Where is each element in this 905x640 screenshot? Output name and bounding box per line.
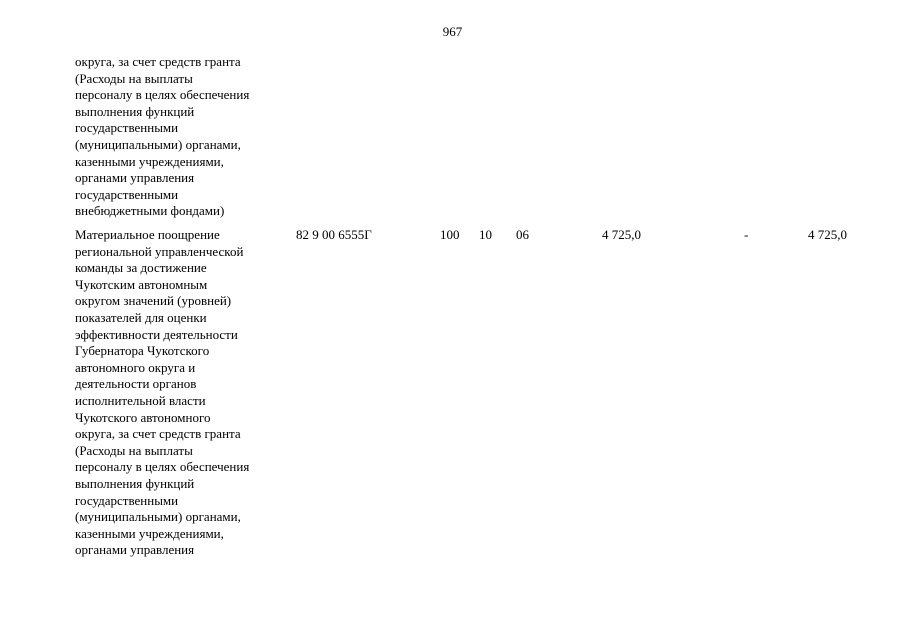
amount-total: 4 725,0 [602,227,641,242]
description-line: автономного округа и [75,359,196,375]
description-line: показателей для оценки [75,309,207,325]
description-line: (Расходы на выплаты [75,70,193,86]
description-line: государственными [75,186,179,202]
description-line: выполнения функций [75,475,195,491]
description-line: (муниципальными) органами, [75,509,241,525]
description-line: Материальное поощрение [75,227,220,242]
description-line: казенными учреждениями, [75,153,224,169]
description-line: Чукотским автономным [75,276,208,292]
amount-column-2: - [744,227,749,242]
description-line: команды за достижение [75,260,207,276]
description-line: (Расходы на выплаты [75,442,193,458]
description-line: исполнительной власти [75,392,206,408]
section-code: 10 [479,227,492,242]
description-line: региональной управленческой [75,243,244,259]
amount-column-3: 4 725,0 [808,227,847,242]
expense-type-code: 100 [440,227,460,242]
page-number: 967 [442,24,463,39]
description-line: (муниципальными) органами, [75,136,241,152]
row-description [75,227,290,559]
target-article-code: 82 9 00 6555Г [296,227,372,242]
description-line: персоналу в целях обеспечения [75,87,250,103]
description-line: персоналу в целях обеспечения [75,459,250,475]
description-line: эффективности деятельности [75,326,238,342]
description-line: Губернатора Чукотского [75,343,210,359]
description-line: органами управления [75,170,195,186]
description-line: органами управления [75,542,195,558]
description-line: выполнения функций [75,103,195,119]
description-line: государственными [75,492,179,508]
description-line: казенными учреждениями, [75,525,224,541]
description-line: деятельности органов [75,376,197,392]
row-description-continued [75,54,290,220]
description-line: внебюджетными фондами) [75,203,225,219]
description-line: округа, за счет средств гранта [75,426,241,442]
subsection-code: 06 [516,227,529,242]
description-line: округом значений (уровней) [75,293,232,309]
description-line: Чукотского автономного [75,409,211,425]
description-line: государственными [75,120,179,136]
description-line: округа, за счет средств гранта [75,54,241,69]
